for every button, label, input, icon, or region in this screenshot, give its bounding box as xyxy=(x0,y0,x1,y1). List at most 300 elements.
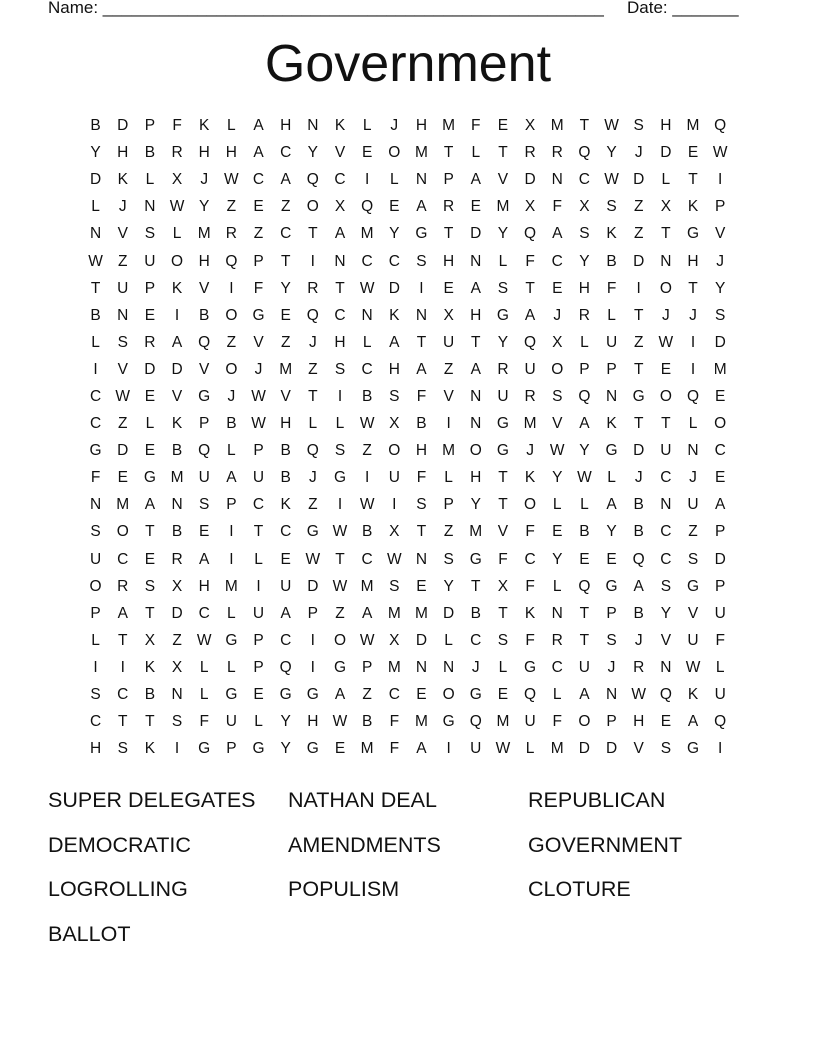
grid-letter: Q xyxy=(306,306,319,324)
grid-letter: T xyxy=(416,333,427,351)
grid-letter: Q xyxy=(524,225,537,243)
grid-letter: U xyxy=(497,387,509,405)
grid-letter: N xyxy=(415,306,428,324)
grid-letter: U xyxy=(524,713,536,731)
grid-letter: N xyxy=(415,171,428,189)
grid-letter: M xyxy=(360,740,374,758)
grid-letter: H xyxy=(470,306,482,324)
grid-letter: G xyxy=(306,740,319,758)
grid-letter: N xyxy=(117,306,129,324)
grid-letter: D xyxy=(415,631,428,649)
grid-letter: T xyxy=(335,550,345,568)
grid-letter: T xyxy=(145,604,155,622)
grid-letter: Z xyxy=(335,604,345,622)
grid-letter: F xyxy=(416,469,427,487)
grid-letter: T xyxy=(498,496,508,514)
grid-letter: Q xyxy=(714,713,727,731)
grid-letter: P xyxy=(606,713,617,731)
grid-letter: P xyxy=(606,360,617,378)
grid-letter: G xyxy=(605,577,618,595)
grid-letter: U xyxy=(714,686,726,704)
grid-letter: I xyxy=(120,658,125,676)
grid-letter: C xyxy=(361,252,373,270)
grid-letter: E xyxy=(606,550,617,568)
grid-letter: I xyxy=(636,279,641,297)
grid-letter: N xyxy=(470,252,482,270)
grid-letter: Y xyxy=(389,225,400,243)
grid-letter: G xyxy=(306,523,319,541)
grid-letter: F xyxy=(606,279,617,297)
grid-letter: P xyxy=(253,658,264,676)
word-list-item: DEMOCRATIC xyxy=(48,832,191,857)
grid-letter: G xyxy=(415,225,428,243)
grid-letter: S xyxy=(416,252,427,270)
grid-letter: M xyxy=(197,225,211,243)
grid-letter: O xyxy=(89,577,102,595)
grid-letter: L xyxy=(91,333,100,351)
grid-letter: Y xyxy=(90,144,101,162)
grid-letter: D xyxy=(633,252,645,270)
grid-row xyxy=(82,600,734,627)
grid-letter: G xyxy=(686,577,700,595)
grid-letter: A xyxy=(334,225,346,243)
grid-letter: Q xyxy=(306,442,319,460)
grid-row xyxy=(82,573,734,600)
grid-letter: D xyxy=(117,117,129,135)
grid-letter: Q xyxy=(361,198,374,216)
grid-letter: D xyxy=(443,604,455,622)
grid-letter: T xyxy=(498,144,508,162)
grid-letter: F xyxy=(715,631,725,649)
grid-letter: J xyxy=(227,387,236,405)
grid-letter: C xyxy=(334,171,346,189)
grid-letter: X xyxy=(389,415,400,433)
grid-row xyxy=(82,302,734,329)
grid-letter: B xyxy=(144,144,156,162)
grid-letter: Y xyxy=(497,333,509,351)
word-list-item: REPUBLICAN xyxy=(528,788,666,812)
grid-letter: E xyxy=(389,198,400,216)
grid-letter: M xyxy=(550,117,564,135)
grid-letter: Q xyxy=(578,387,591,405)
grid-letter: H xyxy=(198,252,210,270)
grid-letter: W xyxy=(685,658,701,676)
grid-letter: T xyxy=(633,415,644,433)
grid-letter: I xyxy=(446,740,451,758)
grid-letter: W xyxy=(658,333,674,351)
grid-letter: T xyxy=(525,279,535,297)
grid-row xyxy=(82,546,734,573)
grid-letter: H xyxy=(687,252,699,270)
grid-letter: V xyxy=(633,740,644,758)
grid-letter: A xyxy=(199,550,210,568)
word-list-item: POPULISM xyxy=(288,877,400,902)
grid-letter: J xyxy=(553,306,562,324)
grid-letter: Z xyxy=(308,360,318,378)
grid-letter: W xyxy=(359,415,375,433)
grid-row xyxy=(82,247,734,274)
grid-row xyxy=(82,112,734,139)
grid-row xyxy=(82,410,734,437)
grid-letter: Y xyxy=(443,577,454,595)
grid-letter: J xyxy=(308,469,317,487)
grid-letter: J xyxy=(607,658,616,676)
grid-letter: E xyxy=(715,469,726,487)
grid-letter: D xyxy=(524,171,536,189)
grid-letter: Q xyxy=(198,442,211,460)
grid-letter: U xyxy=(280,577,292,595)
grid-letter: T xyxy=(416,523,427,541)
grid-letter: D xyxy=(605,740,618,758)
grid-letter: B xyxy=(171,523,183,541)
grid-letter: I xyxy=(93,658,98,676)
grid-letter: R xyxy=(443,198,455,216)
grid-letter: Q xyxy=(524,333,537,351)
grid-letter: R xyxy=(497,360,509,378)
grid-letter: A xyxy=(687,713,699,731)
grid-letter: W xyxy=(604,171,619,189)
grid-letter: G xyxy=(605,442,618,460)
grid-letter: M xyxy=(442,442,456,460)
grid-letter: E xyxy=(334,740,346,758)
grid-letter: E xyxy=(144,387,156,405)
grid-letter: H xyxy=(578,279,590,297)
grid-letter: R xyxy=(171,144,183,162)
grid-letter: I xyxy=(310,658,315,676)
grid-letter: L xyxy=(444,631,453,649)
grid-letter: C xyxy=(89,415,102,433)
grid-row xyxy=(82,735,734,762)
grid-letter: S xyxy=(117,333,128,351)
grid-letter: O xyxy=(659,387,672,405)
grid-letter: Y xyxy=(470,496,481,514)
grid-letter: Y xyxy=(307,144,318,162)
grid-letter: W xyxy=(196,631,212,649)
grid-letter: A xyxy=(470,279,481,297)
grid-letter: Z xyxy=(443,360,454,378)
grid-letter: W xyxy=(88,252,103,270)
grid-letter: C xyxy=(578,171,590,189)
grid-letter: I xyxy=(229,523,234,541)
word-list-item: LOGROLLING xyxy=(48,877,188,902)
grid-letter: J xyxy=(716,252,725,270)
grid-row xyxy=(82,193,734,220)
word-list-item: NATHAN DEAL xyxy=(288,788,437,812)
grid-letter: Y xyxy=(280,740,291,758)
grid-letter: N xyxy=(361,306,373,324)
grid-letter: J xyxy=(200,171,209,189)
grid-letter: L xyxy=(661,171,671,189)
grid-letter: I xyxy=(337,387,343,405)
grid-letter: J xyxy=(634,144,643,162)
grid-letter: U xyxy=(198,469,210,487)
grid-letter: Z xyxy=(172,631,182,649)
grid-letter: M xyxy=(170,469,184,487)
grid-letter: H xyxy=(225,144,237,162)
grid-letter: Z xyxy=(633,198,644,216)
grid-letter: H xyxy=(334,333,346,351)
grid-letter: W xyxy=(115,387,131,405)
grid-letter: X xyxy=(524,117,536,135)
grid-letter: N xyxy=(171,686,183,704)
grid-letter: A xyxy=(633,577,644,595)
grid-letter: R xyxy=(524,144,536,162)
grid-letter: I xyxy=(229,279,234,297)
grid-letter: L xyxy=(227,117,236,135)
grid-letter: S xyxy=(90,686,101,704)
grid-letter: E xyxy=(144,442,156,460)
grid-letter: H xyxy=(307,713,319,731)
grid-letter: I xyxy=(690,333,696,351)
grid-letter: X xyxy=(389,631,400,649)
date-field[interactable]: Date: _______ xyxy=(627,0,739,17)
grid-letter: L xyxy=(145,415,155,433)
grid-letter: L xyxy=(444,469,453,487)
grid-letter: L xyxy=(715,658,725,676)
grid-letter: C xyxy=(361,360,373,378)
grid-letter: O xyxy=(524,496,537,514)
grid-letter: L xyxy=(580,496,589,514)
grid-letter: Q xyxy=(659,686,672,704)
grid-letter: D xyxy=(714,550,726,568)
grid-letter: C xyxy=(280,523,292,541)
grid-letter: T xyxy=(688,171,698,189)
grid-letter: U xyxy=(144,252,156,270)
grid-letter: G xyxy=(252,306,265,324)
grid-letter: C xyxy=(280,225,292,243)
grid-letter: G xyxy=(89,442,102,460)
grid-letter: I xyxy=(419,279,424,297)
grid-letter: C xyxy=(334,306,346,324)
grid-letter: C xyxy=(198,604,210,622)
grid-letter: U xyxy=(443,333,455,351)
grid-letter: E xyxy=(470,198,481,216)
grid-letter: A xyxy=(470,171,481,189)
grid-letter: H xyxy=(280,415,292,433)
grid-letter: L xyxy=(362,333,372,351)
grid-letter: S xyxy=(171,713,183,731)
grid-letter: M xyxy=(116,496,130,514)
grid-letter: Q xyxy=(524,686,537,704)
grid-letter: Y xyxy=(579,442,590,460)
grid-letter: Y xyxy=(280,713,291,731)
grid-letter: T xyxy=(308,387,318,405)
grid-letter: P xyxy=(443,496,454,514)
grid-letter: U xyxy=(578,658,590,676)
grid-letter: V xyxy=(253,333,264,351)
grid-letter: A xyxy=(470,360,481,378)
grid-letter: T xyxy=(661,225,671,243)
grid-letter: P xyxy=(715,577,726,595)
grid-letter: K xyxy=(687,198,699,216)
grid-letter: T xyxy=(471,333,481,351)
word-list-item: BALLOT xyxy=(48,922,131,947)
grid-letter: S xyxy=(334,360,346,378)
grid-letter: I xyxy=(446,415,451,433)
grid-letter: N xyxy=(660,658,672,676)
grid-letter: M xyxy=(686,117,700,135)
grid-letter: X xyxy=(497,577,509,595)
grid-letter: L xyxy=(199,658,209,676)
grid-letter: P xyxy=(199,415,210,433)
grid-letter: K xyxy=(606,225,617,243)
grid-letter: C xyxy=(551,658,563,676)
grid-letter: Z xyxy=(308,496,318,514)
grid-letter: B xyxy=(226,415,237,433)
grid-letter: X xyxy=(171,658,183,676)
grid-letter: T xyxy=(661,415,671,433)
grid-row xyxy=(82,627,734,654)
grid-letter: S xyxy=(497,631,509,649)
grid-letter: P xyxy=(307,604,318,622)
grid-letter: U xyxy=(89,550,102,568)
grid-letter: T xyxy=(308,225,318,243)
grid-letter: A xyxy=(579,686,590,704)
grid-letter: Z xyxy=(633,225,644,243)
grid-letter: O xyxy=(116,523,129,541)
grid-row xyxy=(82,220,734,247)
word-list-item: AMENDMENTS xyxy=(288,832,441,857)
grid-letter: V xyxy=(497,171,509,189)
grid-letter: O xyxy=(225,306,238,324)
grid-letter: E xyxy=(117,469,128,487)
grid-letter: Q xyxy=(686,387,700,405)
grid-letter: J xyxy=(390,117,399,135)
grid-letter: E xyxy=(144,306,156,324)
grid-letter: D xyxy=(660,144,672,162)
grid-letter: B xyxy=(361,713,373,731)
grid-letter: E xyxy=(199,523,210,541)
grid-letter: F xyxy=(498,550,508,568)
grid-letter: H xyxy=(117,144,129,162)
grid-letter: M xyxy=(414,604,428,622)
grid-letter: B xyxy=(633,496,644,514)
grid-letter: S xyxy=(606,198,617,216)
grid-letter: O xyxy=(388,144,401,162)
grid-letter: L xyxy=(688,415,698,433)
grid-letter: F xyxy=(552,198,562,216)
grid-letter: J xyxy=(308,333,317,351)
grid-letter: Z xyxy=(443,523,454,541)
grid-letter: X xyxy=(524,198,536,216)
grid-letter: Z xyxy=(280,198,291,216)
grid-letter: A xyxy=(606,496,617,514)
grid-letter: Q xyxy=(225,252,238,270)
grid-letter: W xyxy=(332,713,348,731)
grid-letter: V xyxy=(715,225,726,243)
grid-letter: O xyxy=(659,279,672,297)
grid-letter: C xyxy=(388,686,400,704)
grid-letter: M xyxy=(523,415,537,433)
grid-letter: P xyxy=(253,442,264,460)
grid-letter: W xyxy=(332,577,348,595)
grid-letter: N xyxy=(144,198,156,216)
grid-letter: A xyxy=(579,415,590,433)
grid-letter: E xyxy=(552,279,563,297)
grid-letter: F xyxy=(525,523,535,541)
word-list-item: GOVERNMENT xyxy=(528,832,683,857)
grid-letter: P xyxy=(579,360,590,378)
grid-letter: X xyxy=(660,198,672,216)
grid-letter: M xyxy=(442,117,456,135)
grid-letter: C xyxy=(89,713,102,731)
grid-letter: Z xyxy=(362,686,372,704)
grid-row xyxy=(82,654,734,681)
grid-letter: M xyxy=(387,658,401,676)
grid-letter: L xyxy=(227,604,236,622)
grid-letter: D xyxy=(307,577,319,595)
grid-letter: W xyxy=(305,550,321,568)
grid-letter: B xyxy=(361,387,373,405)
grid-letter: P xyxy=(715,198,726,216)
grid-letter: E xyxy=(660,713,672,731)
grid-letter: S xyxy=(660,740,672,758)
grid-letter: P xyxy=(144,279,156,297)
grid-letter: N xyxy=(687,442,699,460)
grid-letter: S xyxy=(687,550,699,568)
grid-letter: Q xyxy=(632,550,645,568)
grid-letter: Q xyxy=(279,658,292,676)
grid-letter: H xyxy=(633,713,645,731)
grid-letter: D xyxy=(171,360,183,378)
grid-letter: N xyxy=(551,171,563,189)
name-field[interactable]: Name: _____________________________________________________ xyxy=(48,0,604,17)
grid-letter: L xyxy=(552,496,562,514)
grid-letter: S xyxy=(579,225,590,243)
grid-letter: D xyxy=(578,740,590,758)
grid-letter: I xyxy=(256,577,261,595)
grid-letter: G xyxy=(686,740,700,758)
grid-letter: G xyxy=(469,686,482,704)
grid-letter: T xyxy=(633,306,644,324)
grid-letter: V xyxy=(199,360,210,378)
grid-letter: I xyxy=(229,550,234,568)
grid-letter: U xyxy=(252,469,265,487)
grid-letter: D xyxy=(89,171,102,189)
grid-row xyxy=(82,356,734,383)
grid-letter: W xyxy=(631,686,647,704)
grid-letter: V xyxy=(687,604,699,622)
grid-letter: T xyxy=(90,279,101,297)
grid-letter: B xyxy=(144,686,156,704)
grid-letter: B xyxy=(470,604,481,622)
grid-letter: L xyxy=(172,225,182,243)
grid-letter: L xyxy=(254,550,263,568)
grid-letter: A xyxy=(416,740,427,758)
grid-letter: Z xyxy=(688,523,698,541)
grid-letter: B xyxy=(280,442,291,460)
grid-letter: G xyxy=(496,442,509,460)
grid-letter: T xyxy=(443,144,454,162)
grid-letter: F xyxy=(253,279,264,297)
grid-letter: C xyxy=(388,252,400,270)
grid-letter: K xyxy=(334,117,346,135)
grid-letter: G xyxy=(496,306,509,324)
grid-letter: T xyxy=(280,252,291,270)
grid-letter: C xyxy=(89,387,102,405)
grid-letter: H xyxy=(280,117,292,135)
grid-letter: G xyxy=(496,415,509,433)
grid-letter: A xyxy=(226,469,237,487)
grid-letter: A xyxy=(416,360,427,378)
grid-letter: N xyxy=(470,415,482,433)
grid-letter: B xyxy=(171,442,183,460)
grid-letter: Y xyxy=(199,198,210,216)
grid-letter: W xyxy=(169,198,185,216)
grid-letter: R xyxy=(144,333,156,351)
grid-letter: A xyxy=(117,604,128,622)
grid-letter: D xyxy=(714,333,726,351)
